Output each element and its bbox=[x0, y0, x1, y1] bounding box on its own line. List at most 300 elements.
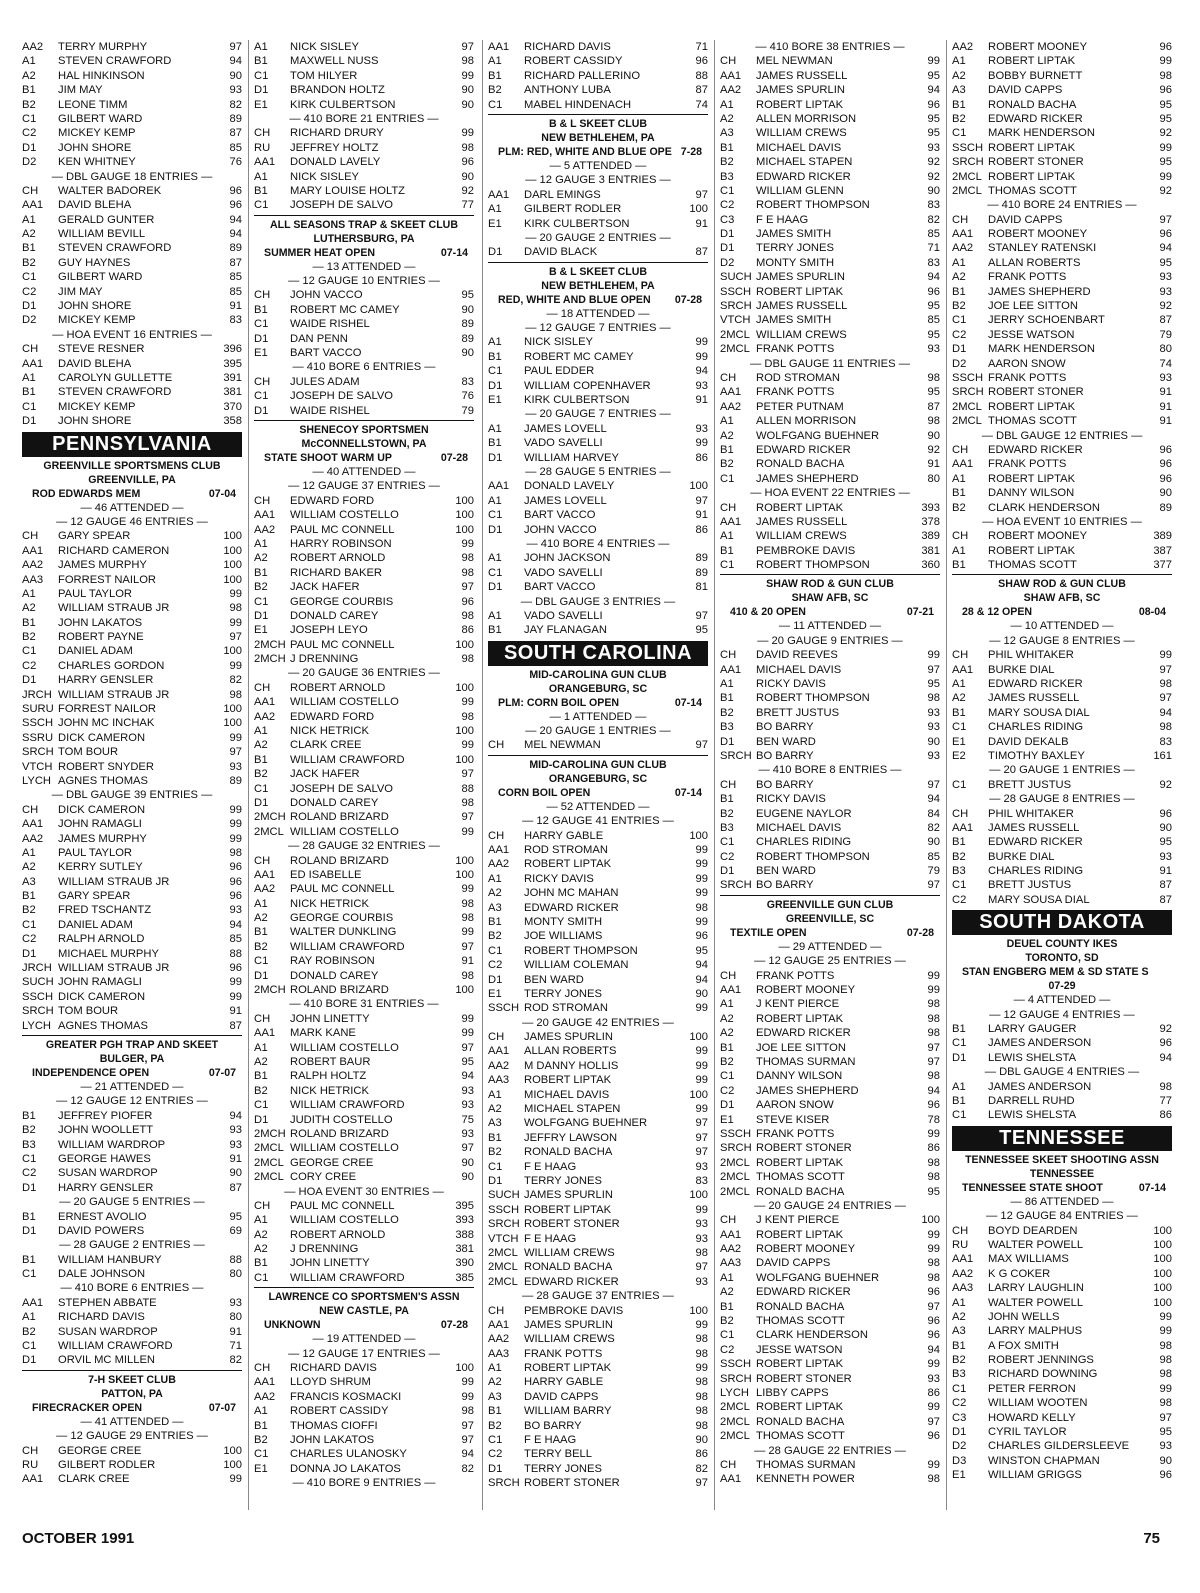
score: 91 bbox=[695, 217, 708, 230]
result-row bbox=[22, 1458, 242, 1472]
result-row bbox=[488, 202, 708, 216]
class-code: D1 bbox=[254, 332, 269, 345]
result-row bbox=[254, 566, 474, 580]
class-code: B2 bbox=[488, 1419, 502, 1432]
score: 93 bbox=[461, 1084, 474, 1097]
score: 93 bbox=[695, 422, 708, 435]
result-row bbox=[952, 270, 1172, 284]
result-row bbox=[254, 1228, 474, 1242]
score: 98 bbox=[1159, 1339, 1172, 1352]
result-row bbox=[254, 767, 474, 781]
result-row bbox=[254, 1055, 474, 1069]
class-code: AA1 bbox=[720, 69, 742, 82]
shoot-name: FIRECRACKER OPEN bbox=[32, 1401, 143, 1414]
score: 74 bbox=[695, 98, 708, 111]
score: 99 bbox=[461, 696, 474, 709]
score: 97 bbox=[461, 1419, 474, 1432]
result-row bbox=[720, 706, 940, 720]
score: 100 bbox=[689, 480, 708, 493]
result-row bbox=[952, 1310, 1172, 1324]
event-header: — 20 GAUGE 36 ENTRIES — bbox=[288, 667, 440, 680]
class-code: B2 bbox=[254, 1084, 268, 1097]
result-row bbox=[952, 663, 1172, 677]
shooter-name: M DANNY HOLLIS bbox=[524, 1059, 619, 1072]
class-code: 2MCL bbox=[720, 343, 750, 356]
class-code: A2 bbox=[952, 692, 966, 705]
result-row bbox=[952, 414, 1172, 428]
result-row bbox=[254, 954, 474, 968]
shooter-name: JOHN LINETTY bbox=[290, 1012, 370, 1025]
shooter-name: WILLIAM CREWS bbox=[756, 127, 847, 140]
shooter-name: JAMES SPURLIN bbox=[756, 84, 845, 97]
shooter-name: JAMES SPURLIN bbox=[524, 1318, 613, 1331]
shooter-name: DAVID CAPPS bbox=[988, 213, 1063, 226]
score: 377 bbox=[1153, 559, 1172, 572]
result-row bbox=[22, 400, 242, 414]
score: 98 bbox=[1159, 1354, 1172, 1367]
result-row bbox=[254, 404, 474, 418]
event-header: — 20 GAUGE 9 ENTRIES — bbox=[757, 634, 903, 647]
result-row bbox=[720, 997, 940, 1011]
shooter-name: JOSEPH DE SALVO bbox=[290, 199, 393, 212]
event-header: — 12 GAUGE 29 ENTRIES — bbox=[56, 1430, 208, 1443]
result-row bbox=[488, 98, 708, 112]
result-row bbox=[488, 886, 708, 900]
score: 92 bbox=[927, 443, 940, 456]
shooter-name: ROBERT LIPTAK bbox=[988, 170, 1076, 183]
class-code: B1 bbox=[22, 1109, 36, 1122]
result-row bbox=[254, 825, 474, 839]
class-code: C1 bbox=[254, 199, 269, 212]
shoot-date: 07-14 bbox=[440, 246, 468, 259]
shooter-name: WAIDE RISHEL bbox=[290, 404, 370, 417]
result-row bbox=[488, 451, 708, 465]
result-row bbox=[22, 889, 242, 903]
shoot-name: TEXTILE OPEN bbox=[730, 926, 807, 939]
result-row bbox=[22, 616, 242, 630]
shooter-name: RONALD BACHA bbox=[756, 458, 845, 471]
shooter-name: F E HAAG bbox=[524, 1160, 577, 1173]
shooter-name: FRANK POTTS bbox=[988, 271, 1067, 284]
score: 99 bbox=[695, 1103, 708, 1116]
column-2 bbox=[254, 40, 474, 1491]
class-code: CH bbox=[720, 649, 737, 662]
shooter-name: PAUL TAYLOR bbox=[58, 587, 132, 600]
score: 97 bbox=[229, 746, 242, 759]
result-row bbox=[254, 1462, 474, 1476]
score: 98 bbox=[927, 1271, 940, 1284]
score: 98 bbox=[461, 1405, 474, 1418]
score: 99 bbox=[229, 1473, 242, 1486]
class-code: C1 bbox=[22, 918, 37, 931]
result-row bbox=[488, 551, 708, 565]
club-block bbox=[488, 668, 708, 724]
shooter-name: RONALD BACHA bbox=[756, 1185, 845, 1198]
shooter-name: GEORGE COURBIS bbox=[290, 595, 394, 608]
score: 100 bbox=[455, 1362, 474, 1375]
score: 80 bbox=[927, 472, 940, 485]
result-row bbox=[488, 1059, 708, 1073]
score: 99 bbox=[229, 616, 242, 629]
shooter-name: WILLIAM HANBURY bbox=[58, 1253, 162, 1266]
result-row bbox=[22, 702, 242, 716]
result-row bbox=[254, 940, 474, 954]
class-code: E1 bbox=[952, 1469, 966, 1482]
score: 90 bbox=[461, 1156, 474, 1169]
shoot-title bbox=[952, 965, 1172, 979]
class-code: B1 bbox=[952, 285, 966, 298]
result-row bbox=[22, 141, 242, 155]
result-row bbox=[22, 903, 242, 917]
shooter-name: JEFFREY PIOFER bbox=[58, 1109, 153, 1122]
result-row bbox=[720, 677, 940, 691]
class-code: AA1 bbox=[720, 1228, 742, 1241]
score: 95 bbox=[1159, 1426, 1172, 1439]
score: 97 bbox=[461, 581, 474, 594]
result-row bbox=[254, 1213, 474, 1227]
class-code: CH bbox=[952, 443, 969, 456]
result-row bbox=[254, 198, 474, 212]
shooter-name: MONTY SMITH bbox=[756, 256, 835, 269]
class-code: AA1 bbox=[22, 357, 44, 370]
class-code: C1 bbox=[254, 782, 269, 795]
score: 99 bbox=[461, 537, 474, 550]
class-code: B3 bbox=[952, 865, 966, 878]
result-row bbox=[22, 1325, 242, 1339]
class-code: 2MCH bbox=[254, 653, 286, 666]
class-code: AA1 bbox=[488, 188, 510, 201]
shooter-name: RALPH ARNOLD bbox=[58, 933, 145, 946]
class-code: 2MCL bbox=[720, 1156, 750, 1169]
class-code: A2 bbox=[720, 1012, 734, 1025]
result-row bbox=[22, 385, 242, 399]
shooter-name: ROBERT CASSIDY bbox=[290, 1405, 389, 1418]
score: 88 bbox=[229, 1253, 242, 1266]
result-row bbox=[720, 342, 940, 356]
result-row bbox=[720, 850, 940, 864]
attendance: — 5 ATTENDED — bbox=[549, 159, 647, 172]
score: 99 bbox=[461, 127, 474, 140]
class-code: C1 bbox=[952, 1382, 967, 1395]
class-code: 2MCL bbox=[488, 1246, 518, 1259]
score: 91 bbox=[695, 394, 708, 407]
class-code: D1 bbox=[488, 379, 503, 392]
result-row bbox=[952, 544, 1172, 558]
result-row bbox=[488, 580, 708, 594]
shooter-name: ROBERT ARNOLD bbox=[290, 1228, 386, 1241]
class-code: A3 bbox=[488, 901, 502, 914]
class-code: AA1 bbox=[952, 458, 974, 471]
shoot-name: SUMMER HEAT OPEN bbox=[264, 246, 376, 259]
shooter-name: FRANK POTTS bbox=[756, 386, 835, 399]
class-code: C1 bbox=[488, 1160, 503, 1173]
result-row bbox=[952, 155, 1172, 169]
class-code: D1 bbox=[488, 246, 503, 259]
class-code: D1 bbox=[488, 451, 503, 464]
result-row bbox=[254, 810, 474, 824]
result-row bbox=[720, 1127, 940, 1141]
score: 387 bbox=[1153, 544, 1172, 557]
class-code: AA1 bbox=[254, 1376, 276, 1389]
class-code: CH bbox=[254, 854, 271, 867]
class-code: B1 bbox=[254, 1070, 268, 1083]
shooter-name: DONALD CAREY bbox=[290, 609, 379, 622]
class-code: D1 bbox=[952, 1426, 967, 1439]
score: 86 bbox=[695, 1448, 708, 1461]
shooter-name: RICKY DAVIS bbox=[756, 793, 826, 806]
shooter-name: JOHN RAMAGLI bbox=[58, 976, 142, 989]
class-code: SSCH bbox=[720, 285, 752, 298]
score: 89 bbox=[695, 566, 708, 579]
class-code: C1 bbox=[254, 1448, 269, 1461]
shooter-name: JOHN VACCO bbox=[524, 523, 597, 536]
result-row bbox=[488, 1030, 708, 1044]
score: 98 bbox=[461, 609, 474, 622]
class-code: CH bbox=[720, 55, 737, 68]
class-code: C2 bbox=[720, 199, 735, 212]
shooter-name: RICHARD DAVIS bbox=[290, 1362, 377, 1375]
shooter-name: ROBERT LIPTAK bbox=[756, 285, 844, 298]
score: 94 bbox=[229, 228, 242, 241]
score: 97 bbox=[695, 1146, 708, 1159]
result-row bbox=[488, 987, 708, 1001]
score: 91 bbox=[695, 509, 708, 522]
class-code: C2 bbox=[720, 1084, 735, 1097]
class-code: AA1 bbox=[22, 1473, 44, 1486]
shooter-name: WILLIAM COPENHAVER bbox=[524, 379, 651, 392]
result-row bbox=[488, 1275, 708, 1289]
class-code: A3 bbox=[488, 1390, 502, 1403]
shooter-name: ROBERT THOMPSON bbox=[756, 692, 870, 705]
event-header: — 410 BORE 4 ENTRIES — bbox=[526, 537, 670, 550]
class-code: AA1 bbox=[488, 41, 510, 53]
score: 92 bbox=[1159, 184, 1172, 197]
class-code: SUCH bbox=[22, 976, 54, 989]
result-row bbox=[22, 313, 242, 327]
score: 93 bbox=[695, 1218, 708, 1231]
result-row bbox=[720, 227, 940, 241]
score: 98 bbox=[695, 1405, 708, 1418]
shooter-name: ROBERT MOONEY bbox=[988, 41, 1088, 53]
shooter-name: RALPH HOLTZ bbox=[290, 1070, 367, 1083]
score: 86 bbox=[461, 624, 474, 637]
shoot-name: 28 & 12 OPEN bbox=[962, 606, 1033, 619]
shoot-date: 7-28 bbox=[680, 145, 702, 158]
class-code: A1 bbox=[720, 1271, 734, 1284]
class-code: D1 bbox=[488, 581, 503, 594]
score: 87 bbox=[695, 84, 708, 97]
result-row bbox=[254, 1375, 474, 1389]
result-row bbox=[22, 1444, 242, 1458]
result-row bbox=[488, 901, 708, 915]
score: 99 bbox=[695, 1059, 708, 1072]
score: 96 bbox=[695, 930, 708, 943]
class-code: D1 bbox=[952, 1051, 967, 1064]
class-code: CH bbox=[952, 530, 969, 543]
class-code: C1 bbox=[22, 1340, 37, 1353]
class-code: SRCH bbox=[952, 156, 984, 169]
class-code: AA2 bbox=[22, 559, 44, 572]
score: 100 bbox=[455, 725, 474, 738]
class-code: SRCH bbox=[720, 749, 752, 762]
result-row bbox=[488, 479, 708, 493]
shooter-name: WILLIAM COSTELLO bbox=[290, 1142, 399, 1155]
result-row bbox=[254, 184, 474, 198]
issue-date: OCTOBER 1991 bbox=[22, 1530, 135, 1547]
shooter-name: FRANCIS KOSMACKI bbox=[290, 1390, 402, 1403]
class-code: B1 bbox=[720, 141, 734, 154]
result-row bbox=[254, 303, 474, 317]
class-code: VTCH bbox=[720, 314, 751, 327]
class-code: CH bbox=[720, 778, 737, 791]
attendance: — 4 ATTENDED — bbox=[1013, 994, 1111, 1007]
score: 93 bbox=[229, 1124, 242, 1137]
class-code: AA1 bbox=[720, 984, 742, 997]
club-name: TENNESSEE SKEET SHOOTING ASSN bbox=[965, 1153, 1159, 1166]
result-row bbox=[952, 1367, 1172, 1381]
shooter-name: MEL NEWMAN bbox=[524, 739, 601, 752]
shoot-name: 410 & 20 OPEN bbox=[730, 606, 806, 619]
shooter-name: CLARK HENDERSON bbox=[988, 501, 1100, 514]
shooter-name: JAMES SMITH bbox=[756, 228, 832, 241]
class-code: B1 bbox=[488, 1131, 502, 1144]
result-row bbox=[488, 54, 708, 68]
result-row bbox=[488, 1131, 708, 1145]
shooter-name: WOLFGANG BUEHNER bbox=[524, 1117, 648, 1130]
club-location: NEW CASTLE, PA bbox=[319, 1305, 409, 1318]
score: 97 bbox=[695, 1131, 708, 1144]
score: 94 bbox=[927, 271, 940, 284]
class-code: A1 bbox=[488, 1362, 502, 1375]
class-code: B2 bbox=[720, 706, 734, 719]
result-row bbox=[22, 803, 242, 817]
class-code: C1 bbox=[488, 944, 503, 957]
result-row bbox=[488, 1232, 708, 1246]
class-code: SRCH bbox=[720, 1372, 752, 1385]
result-row bbox=[720, 648, 940, 662]
shooter-name: GEORGE CREE bbox=[58, 1444, 142, 1457]
score: 100 bbox=[455, 868, 474, 881]
score: 94 bbox=[695, 365, 708, 378]
shooter-name: ROBERT THOMPSON bbox=[756, 199, 870, 212]
shooter-name: JEFFREY HOLTZ bbox=[290, 141, 379, 154]
score: 95 bbox=[1159, 256, 1172, 269]
result-row bbox=[254, 897, 474, 911]
result-row bbox=[952, 486, 1172, 500]
class-code: B2 bbox=[22, 904, 36, 917]
result-row bbox=[22, 54, 242, 68]
score: 98 bbox=[695, 1376, 708, 1389]
shooter-name: JAMES RUSSELL bbox=[756, 69, 848, 82]
result-row bbox=[952, 1353, 1172, 1367]
class-code: E1 bbox=[254, 98, 268, 111]
score: 98 bbox=[695, 1347, 708, 1360]
class-code: A1 bbox=[22, 55, 36, 68]
shooter-name: HARRY GABLE bbox=[524, 829, 604, 842]
result-row bbox=[952, 1454, 1172, 1468]
result-row bbox=[488, 1419, 708, 1433]
score: 79 bbox=[927, 865, 940, 878]
score: 97 bbox=[229, 41, 242, 53]
result-row bbox=[488, 1073, 708, 1087]
shooter-name: GARY SPEAR bbox=[58, 530, 131, 543]
shooter-name: STEPHEN ABBATE bbox=[58, 1296, 157, 1309]
score: 99 bbox=[461, 69, 474, 82]
score: 99 bbox=[695, 1318, 708, 1331]
result-row bbox=[22, 69, 242, 83]
result-row bbox=[720, 299, 940, 313]
score: 85 bbox=[927, 228, 940, 241]
result-row bbox=[22, 227, 242, 241]
shooter-name: GEORGE CREE bbox=[290, 1156, 374, 1169]
class-code: AA2 bbox=[488, 1333, 510, 1346]
shooter-name: MICHAEL MURPHY bbox=[58, 947, 159, 960]
class-code: C2 bbox=[488, 1448, 503, 1461]
score: 100 bbox=[223, 573, 242, 586]
score: 99 bbox=[461, 1390, 474, 1403]
shooter-name: JACK HAFER bbox=[290, 768, 360, 781]
class-code: D2 bbox=[22, 314, 37, 327]
class-code: CH bbox=[952, 1224, 969, 1237]
score: 99 bbox=[695, 1203, 708, 1216]
shooter-name: ANTHONY LUBA bbox=[524, 84, 611, 97]
score: 99 bbox=[695, 844, 708, 857]
shooter-name: RAY ROBINSON bbox=[290, 955, 375, 968]
class-code: D1 bbox=[488, 1175, 503, 1187]
result-row bbox=[952, 1296, 1172, 1310]
score: 99 bbox=[1159, 141, 1172, 154]
class-code: C1 bbox=[254, 390, 269, 403]
result-row bbox=[488, 335, 708, 349]
shooter-name: JOE WILLIAMS bbox=[524, 930, 603, 943]
score: 99 bbox=[229, 731, 242, 744]
score: 100 bbox=[1153, 1253, 1172, 1266]
result-row bbox=[720, 69, 940, 83]
class-code: A2 bbox=[254, 739, 268, 752]
score: 97 bbox=[1159, 1411, 1172, 1424]
class-code: 2MCH bbox=[254, 811, 286, 824]
score: 85 bbox=[927, 850, 940, 863]
score: 83 bbox=[695, 1175, 708, 1187]
class-code: A1 bbox=[488, 552, 502, 565]
event-header: — 410 BORE 21 ENTRIES — bbox=[289, 112, 439, 125]
event-header: — HOA EVENT 16 ENTRIES — bbox=[52, 328, 212, 341]
result-row bbox=[22, 961, 242, 975]
score: 93 bbox=[229, 904, 242, 917]
result-row bbox=[952, 69, 1172, 83]
score: 96 bbox=[229, 199, 242, 212]
class-code: AA3 bbox=[488, 1347, 510, 1360]
shooter-name: DICK CAMERON bbox=[58, 990, 146, 1003]
shooter-name: DAVID CAPPS bbox=[524, 1390, 599, 1403]
result-row bbox=[22, 774, 242, 788]
shooter-name: CYRIL TAYLOR bbox=[988, 1426, 1067, 1439]
score: 98 bbox=[695, 1419, 708, 1432]
shooter-name: FRANK POTTS bbox=[988, 458, 1067, 471]
score: 99 bbox=[1159, 1310, 1172, 1323]
shooter-name: RICHARD DRURY bbox=[290, 127, 384, 140]
shooter-name: WILLIAM COSTELLO bbox=[290, 1214, 399, 1227]
result-row bbox=[952, 385, 1172, 399]
attendance: — 29 ATTENDED — bbox=[778, 940, 882, 953]
shooter-name: JAMES SHEPHERD bbox=[756, 472, 859, 485]
result-row bbox=[22, 630, 242, 644]
result-row bbox=[720, 184, 940, 198]
class-code: B2 bbox=[488, 930, 502, 943]
club-name: SHAW ROD & GUN CLUB bbox=[766, 578, 894, 591]
shooter-name: ROLAND BRIZARD bbox=[290, 811, 389, 824]
class-code: D1 bbox=[254, 609, 269, 622]
